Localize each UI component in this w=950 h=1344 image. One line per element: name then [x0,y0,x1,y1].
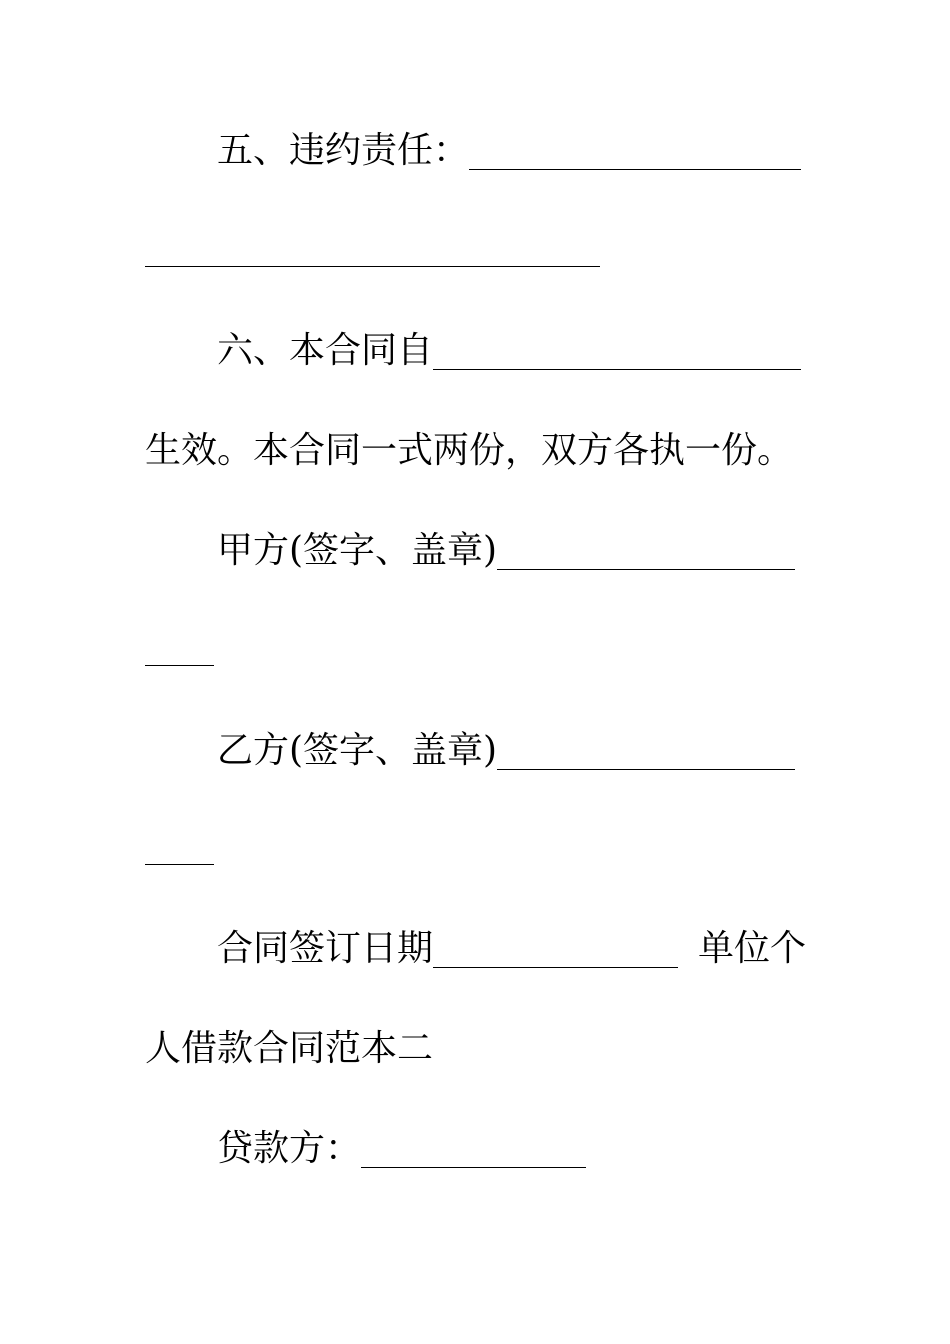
effective-text: 生效。本合同一式两份，双方各执一份。 [145,430,794,471]
next-title-part1: 单位个 [698,928,807,969]
lender-label: 贷款方： [217,1128,362,1169]
lender-blank [361,1133,586,1168]
sign-date-blank [433,933,678,968]
party-b-line [145,728,795,774]
effective-text-line [145,428,795,474]
party-b-label: 乙方(签字、盖章) [217,730,498,771]
next-title-line [145,1026,795,1072]
party-a-blank-continuation [145,665,214,666]
breach-blank [469,135,801,170]
next-title-part2: 人借款合同范本二 [145,1028,434,1069]
party-b-signature-blank [497,735,795,770]
lender-line [145,1126,795,1172]
party-a-label: 甲方(签字、盖章) [217,530,498,571]
party-a-line [145,528,795,574]
effective-label: 六、本合同自 [217,330,434,371]
breach-clause-line [145,128,795,174]
sign-date-line [145,926,807,972]
breach-blank-continuation [145,266,600,267]
effective-clause-line [145,328,795,374]
effective-date-blank [433,335,801,370]
party-a-signature-blank [497,535,795,570]
breach-label: 五、违约责任： [217,130,470,171]
sign-date-label: 合同签订日期 [217,928,434,969]
party-b-blank-continuation [145,864,214,865]
